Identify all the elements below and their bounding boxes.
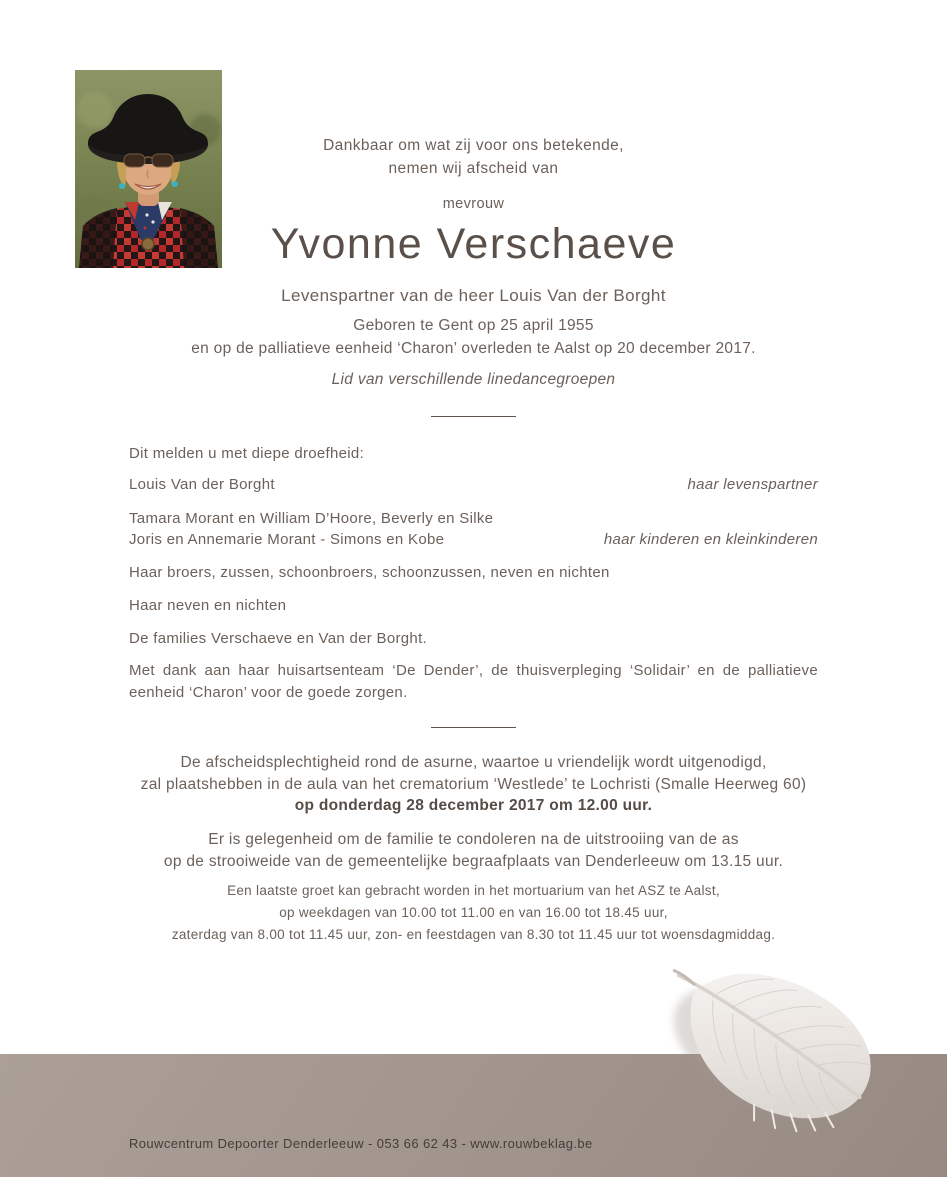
family-entry-name: De families Verschaeve en Van der Borght. <box>129 629 428 647</box>
intro-line-1: Dankbaar om wat zij voor ons betekende, <box>323 137 624 154</box>
salutation: mevrouw <box>442 196 505 212</box>
thanks-paragraph: Met dank aan haar huisartsenteam ‘De Dender’, de thuisverpleging ‘Solidair’ en de palliatieve eenheid ‘Charon’ voor de goede zorgen. <box>129 662 818 701</box>
deceased-name: Yvonne Verschaeve <box>270 220 677 268</box>
membership-line: Lid van verschillende linedancegroepen <box>331 371 616 388</box>
family-entry-name: Haar broers, zussen, schoonbroers, schoonzussen, neven en nichten <box>129 563 610 581</box>
ceremony-line-1: De afscheidsplechtigheid rond de asurne, waartoe u vriendelijk wordt uitgenodigd, <box>180 754 767 771</box>
divider <box>431 727 516 728</box>
family-entry <box>129 508 818 551</box>
birth-death-dates <box>0 315 947 360</box>
family-entry-names <box>129 508 493 551</box>
birth-line: Geboren te Gent op 25 april 1955 <box>353 317 594 334</box>
feather-image <box>638 946 910 1138</box>
family-announcement <box>129 443 818 704</box>
family-entry-relation: haar kinderen en kleinkinderen <box>603 531 818 548</box>
mortuary-details <box>0 880 947 946</box>
funeral-home-footer: Rouwcentrum Depoorter Denderleeuw - 053 66 62 43 - www.rouwbeklag.be <box>129 1136 593 1151</box>
family-entry-relation: haar levenspartner <box>687 476 818 493</box>
ceremony-details <box>0 752 947 817</box>
condolence-details <box>0 829 947 872</box>
life-partner-line: Levenspartner van de heer Louis Van der Borght <box>281 286 666 305</box>
family-entry <box>129 474 818 496</box>
family-entry <box>129 628 818 650</box>
mortuary-line-2: op weekdagen van 10.00 tot 11.00 en van 16.00 tot 18.45 uur, <box>279 905 668 920</box>
intro-text <box>0 134 947 180</box>
family-entry-name-line: Joris en Annemarie Morant - Simons en Kobe <box>129 531 445 548</box>
mortuary-line-3: zaterdag van 8.00 tot 11.45 uur, zon- en feestdagen van 8.30 tot 11.45 uur tot woensdagmiddag. <box>171 927 776 942</box>
family-entry-name-line: Tamara Morant en William D’Hoore, Beverly en Silke <box>129 509 494 527</box>
ceremony-line-2: zal plaatshebben in de aula van het crematorium ‘Westlede’ te Lochristi (Smalle Heerweg 60) <box>140 775 807 793</box>
divider <box>431 416 516 417</box>
intro-line-2: nemen wij afscheid van <box>388 160 559 177</box>
family-entry-name: Louis Van der Borght <box>129 476 275 493</box>
family-entry <box>129 595 818 617</box>
condolence-line-1: Er is gelegenheid om de familie te condoleren na de uitstrooiing van de as <box>208 831 739 848</box>
announcement-heading: Dit melden u met diepe droefheid: <box>129 445 365 462</box>
feather-illustration <box>638 946 910 1138</box>
mortuary-line-1: Een laatste groet kan gebracht worden in het mortuarium van het ASZ te Aalst, <box>227 883 720 898</box>
condolence-line-2: op de strooiweide van de gemeentelijke begraafplaats van Denderleeuw om 13.15 uur. <box>163 852 784 870</box>
ceremony-date-line: op donderdag 28 december 2017 om 12.00 uur. <box>294 797 653 814</box>
family-entry <box>129 562 818 584</box>
death-line: en op de palliatieve eenheid ‘Charon’ overleden te Aalst op 20 december 2017. <box>191 339 756 357</box>
family-entry-name: Haar neven en nichten <box>129 597 287 614</box>
